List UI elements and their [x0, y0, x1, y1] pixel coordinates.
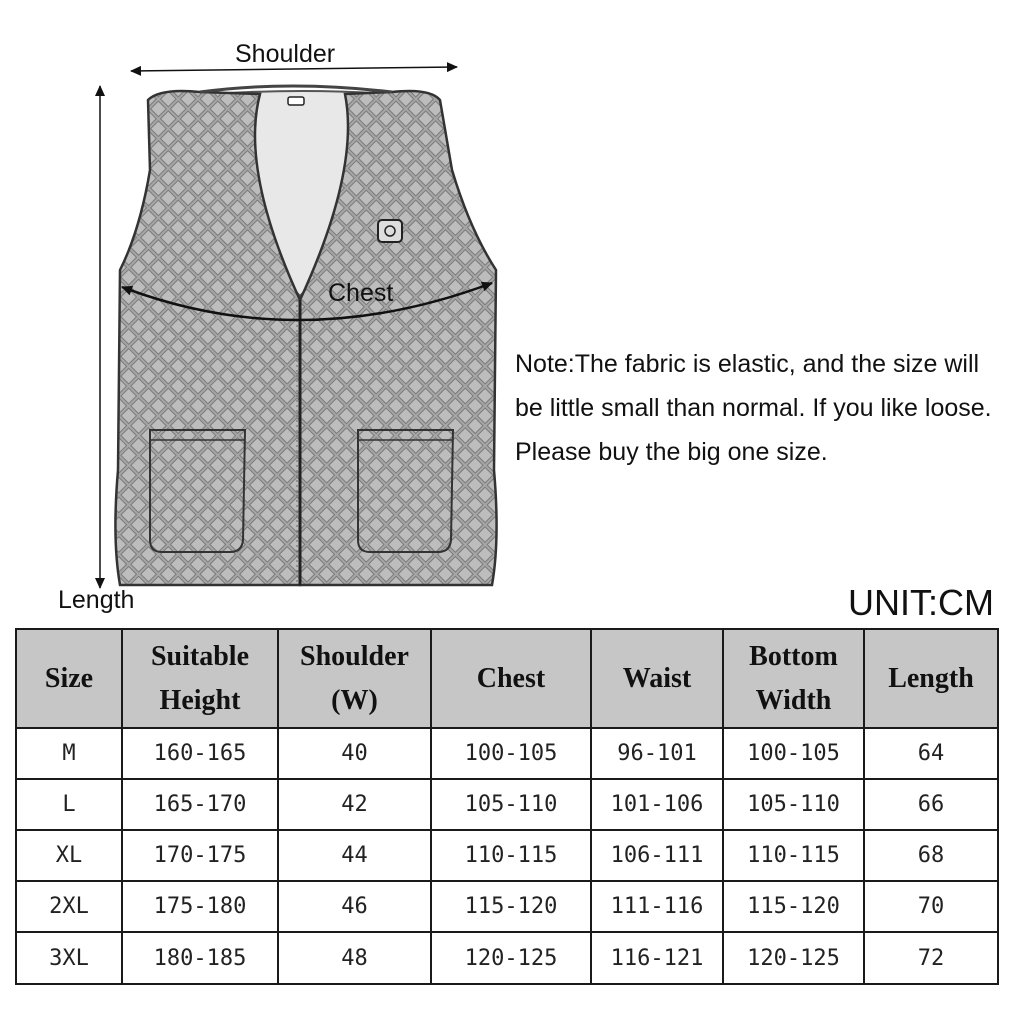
cell-shoulder: 42 [278, 779, 431, 830]
header-size: Size [16, 629, 122, 728]
cell-chest: 120-125 [431, 932, 591, 984]
cell-bottom-width: 100-105 [723, 728, 864, 779]
cell-chest: 110-115 [431, 830, 591, 881]
cell-length: 64 [864, 728, 998, 779]
cell-waist: 96-101 [591, 728, 723, 779]
size-chart-table [15, 628, 999, 985]
length-label: Length [58, 586, 135, 614]
cell-length: 72 [864, 932, 998, 984]
cell-suitable-height: 170-175 [122, 830, 278, 881]
table-row [16, 881, 998, 932]
cell-waist: 111-116 [591, 881, 723, 932]
unit-label: UNIT:CM [848, 582, 994, 623]
table-row [16, 728, 998, 779]
chest-label: Chest [328, 279, 394, 307]
vest-illustration [115, 86, 496, 585]
header-suitable-height: Suitable Height [122, 629, 278, 728]
cell-suitable-height: 180-185 [122, 932, 278, 984]
cell-length: 70 [864, 881, 998, 932]
header-waist: Waist [591, 629, 723, 728]
cell-size: 3XL [16, 932, 122, 984]
cell-waist: 116-121 [591, 932, 723, 984]
cell-shoulder: 40 [278, 728, 431, 779]
cell-bottom-width: 120-125 [723, 932, 864, 984]
cell-waist: 101-106 [591, 779, 723, 830]
cell-size: L [16, 779, 122, 830]
header-chest: Chest [431, 629, 591, 728]
cell-bottom-width: 105-110 [723, 779, 864, 830]
header-bottom-width: Bottom Width [723, 629, 864, 728]
cell-waist: 106-111 [591, 830, 723, 881]
cell-shoulder: 46 [278, 881, 431, 932]
cell-size: M [16, 728, 122, 779]
cell-bottom-width: 115-120 [723, 881, 864, 932]
cell-suitable-height: 160-165 [122, 728, 278, 779]
cell-suitable-height: 165-170 [122, 779, 278, 830]
fabric-note: Note:The fabric is elastic, and the size will be little small than normal. If you like loose. Please buy the big one size. [515, 350, 992, 466]
table-row [16, 830, 998, 881]
header-shoulder: Shoulder (W) [278, 629, 431, 728]
table-row [16, 779, 998, 830]
cell-shoulder: 44 [278, 830, 431, 881]
cell-length: 66 [864, 779, 998, 830]
cell-chest: 100-105 [431, 728, 591, 779]
cell-size: 2XL [16, 881, 122, 932]
cell-chest: 105-110 [431, 779, 591, 830]
table-header-row [16, 629, 998, 728]
table-row [16, 932, 998, 984]
cell-suitable-height: 175-180 [122, 881, 278, 932]
cell-length: 68 [864, 830, 998, 881]
cell-chest: 115-120 [431, 881, 591, 932]
cell-size: XL [16, 830, 122, 881]
header-length: Length [864, 629, 998, 728]
shoulder-label: Shoulder [235, 40, 336, 68]
cell-bottom-width: 110-115 [723, 830, 864, 881]
cell-shoulder: 48 [278, 932, 431, 984]
